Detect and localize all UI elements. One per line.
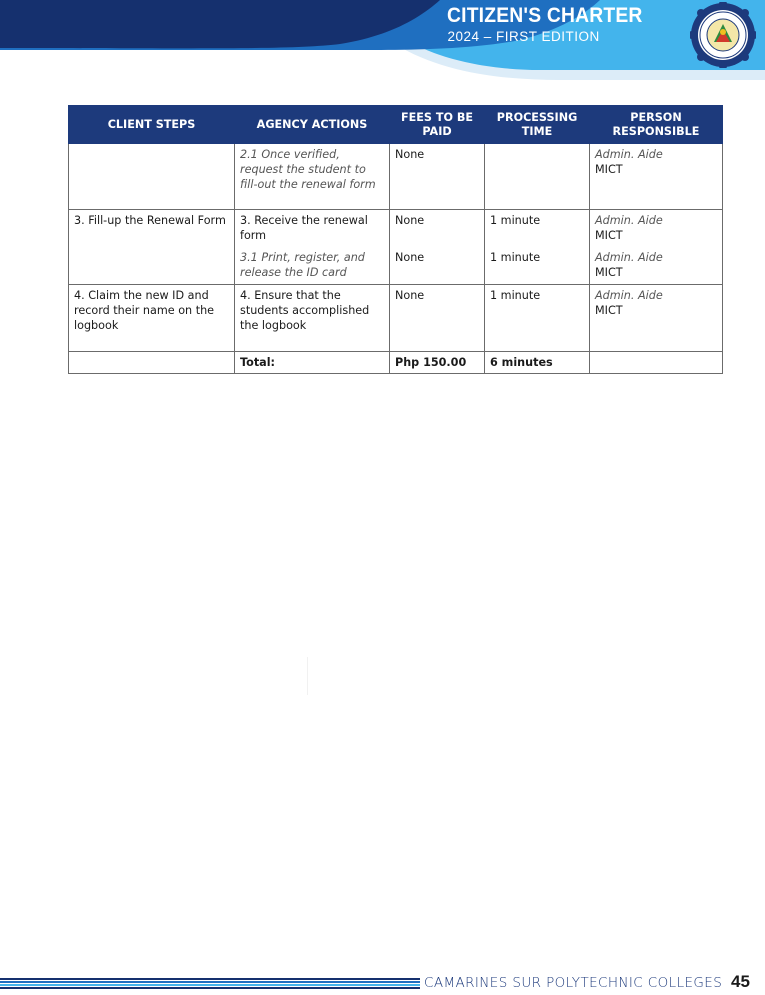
person-unit: MICT: [595, 163, 623, 176]
client-step-cell: 4. Claim the new ID and record their name on the logbook: [69, 285, 235, 352]
col-header-person-responsible: PERSON RESPONSIBLE: [590, 106, 723, 144]
total-person-empty-cell: [590, 352, 723, 374]
fees-cell: None: [390, 210, 485, 247]
person-cell: [590, 247, 723, 285]
col-header-agency-actions: AGENCY ACTIONS: [235, 106, 390, 144]
footer-institution: CAMARINES SUR POLYTECHNIC COLLEGES: [424, 975, 723, 991]
person-unit: MICT: [595, 229, 623, 242]
col-header-processing-time: PROCESSING TIME: [485, 106, 590, 144]
header-banner: [0, 0, 765, 80]
col-header-fees: FEES TO BE PAID: [390, 106, 485, 144]
table-row: [69, 210, 723, 247]
agency-action-cell: 2.1 Once verified, request the student to fill-out the renewal form: [235, 144, 390, 210]
person-unit: MICT: [595, 304, 623, 317]
time-cell: 1 minute: [485, 210, 590, 247]
person-cell: [590, 210, 723, 247]
page-number: 45: [731, 972, 750, 991]
col-header-client-steps: CLIENT STEPS: [69, 106, 235, 144]
person-role: Admin. Aide: [595, 289, 663, 302]
fees-cell: None: [390, 247, 485, 285]
school-seal-icon: [690, 2, 756, 68]
agency-action-cell: 3.1 Print, register, and release the ID card: [235, 247, 390, 285]
total-label: Total:: [235, 352, 390, 374]
person-role: Admin. Aide: [595, 214, 663, 227]
time-cell: 1 minute: [485, 285, 590, 352]
person-cell: [590, 144, 723, 210]
client-step-cell: [69, 144, 235, 210]
service-steps-table: [68, 105, 723, 374]
time-cell: 1 minute: [485, 247, 590, 285]
scan-artifact-line: [307, 657, 308, 695]
agency-action-cell: 4. Ensure that the students accomplished the logbook: [235, 285, 390, 352]
table-row: [69, 285, 723, 352]
fees-cell: None: [390, 285, 485, 352]
total-fees: Php 150.00: [390, 352, 485, 374]
time-cell: [485, 144, 590, 210]
table-header-row: [69, 106, 723, 144]
charter-title: CITIZEN'S CHARTER: [447, 4, 643, 27]
agency-action-cell: 3. Receive the renewal form: [235, 210, 390, 247]
footer-stripes: [0, 978, 420, 990]
person-role: Admin. Aide: [595, 148, 663, 161]
charter-edition: 2024 – FIRST EDITION: [447, 29, 600, 44]
person-cell: [590, 285, 723, 352]
table-row: [69, 144, 723, 210]
charter-title-block: [447, 4, 660, 45]
table-total-row: [69, 352, 723, 374]
total-time: 6 minutes: [485, 352, 590, 374]
person-unit: MICT: [595, 265, 623, 279]
person-role: Admin. Aide: [595, 250, 663, 264]
total-empty-cell: [69, 352, 235, 374]
client-step-cell: 3. Fill-up the Renewal Form: [69, 210, 235, 285]
fees-cell: None: [390, 144, 485, 210]
